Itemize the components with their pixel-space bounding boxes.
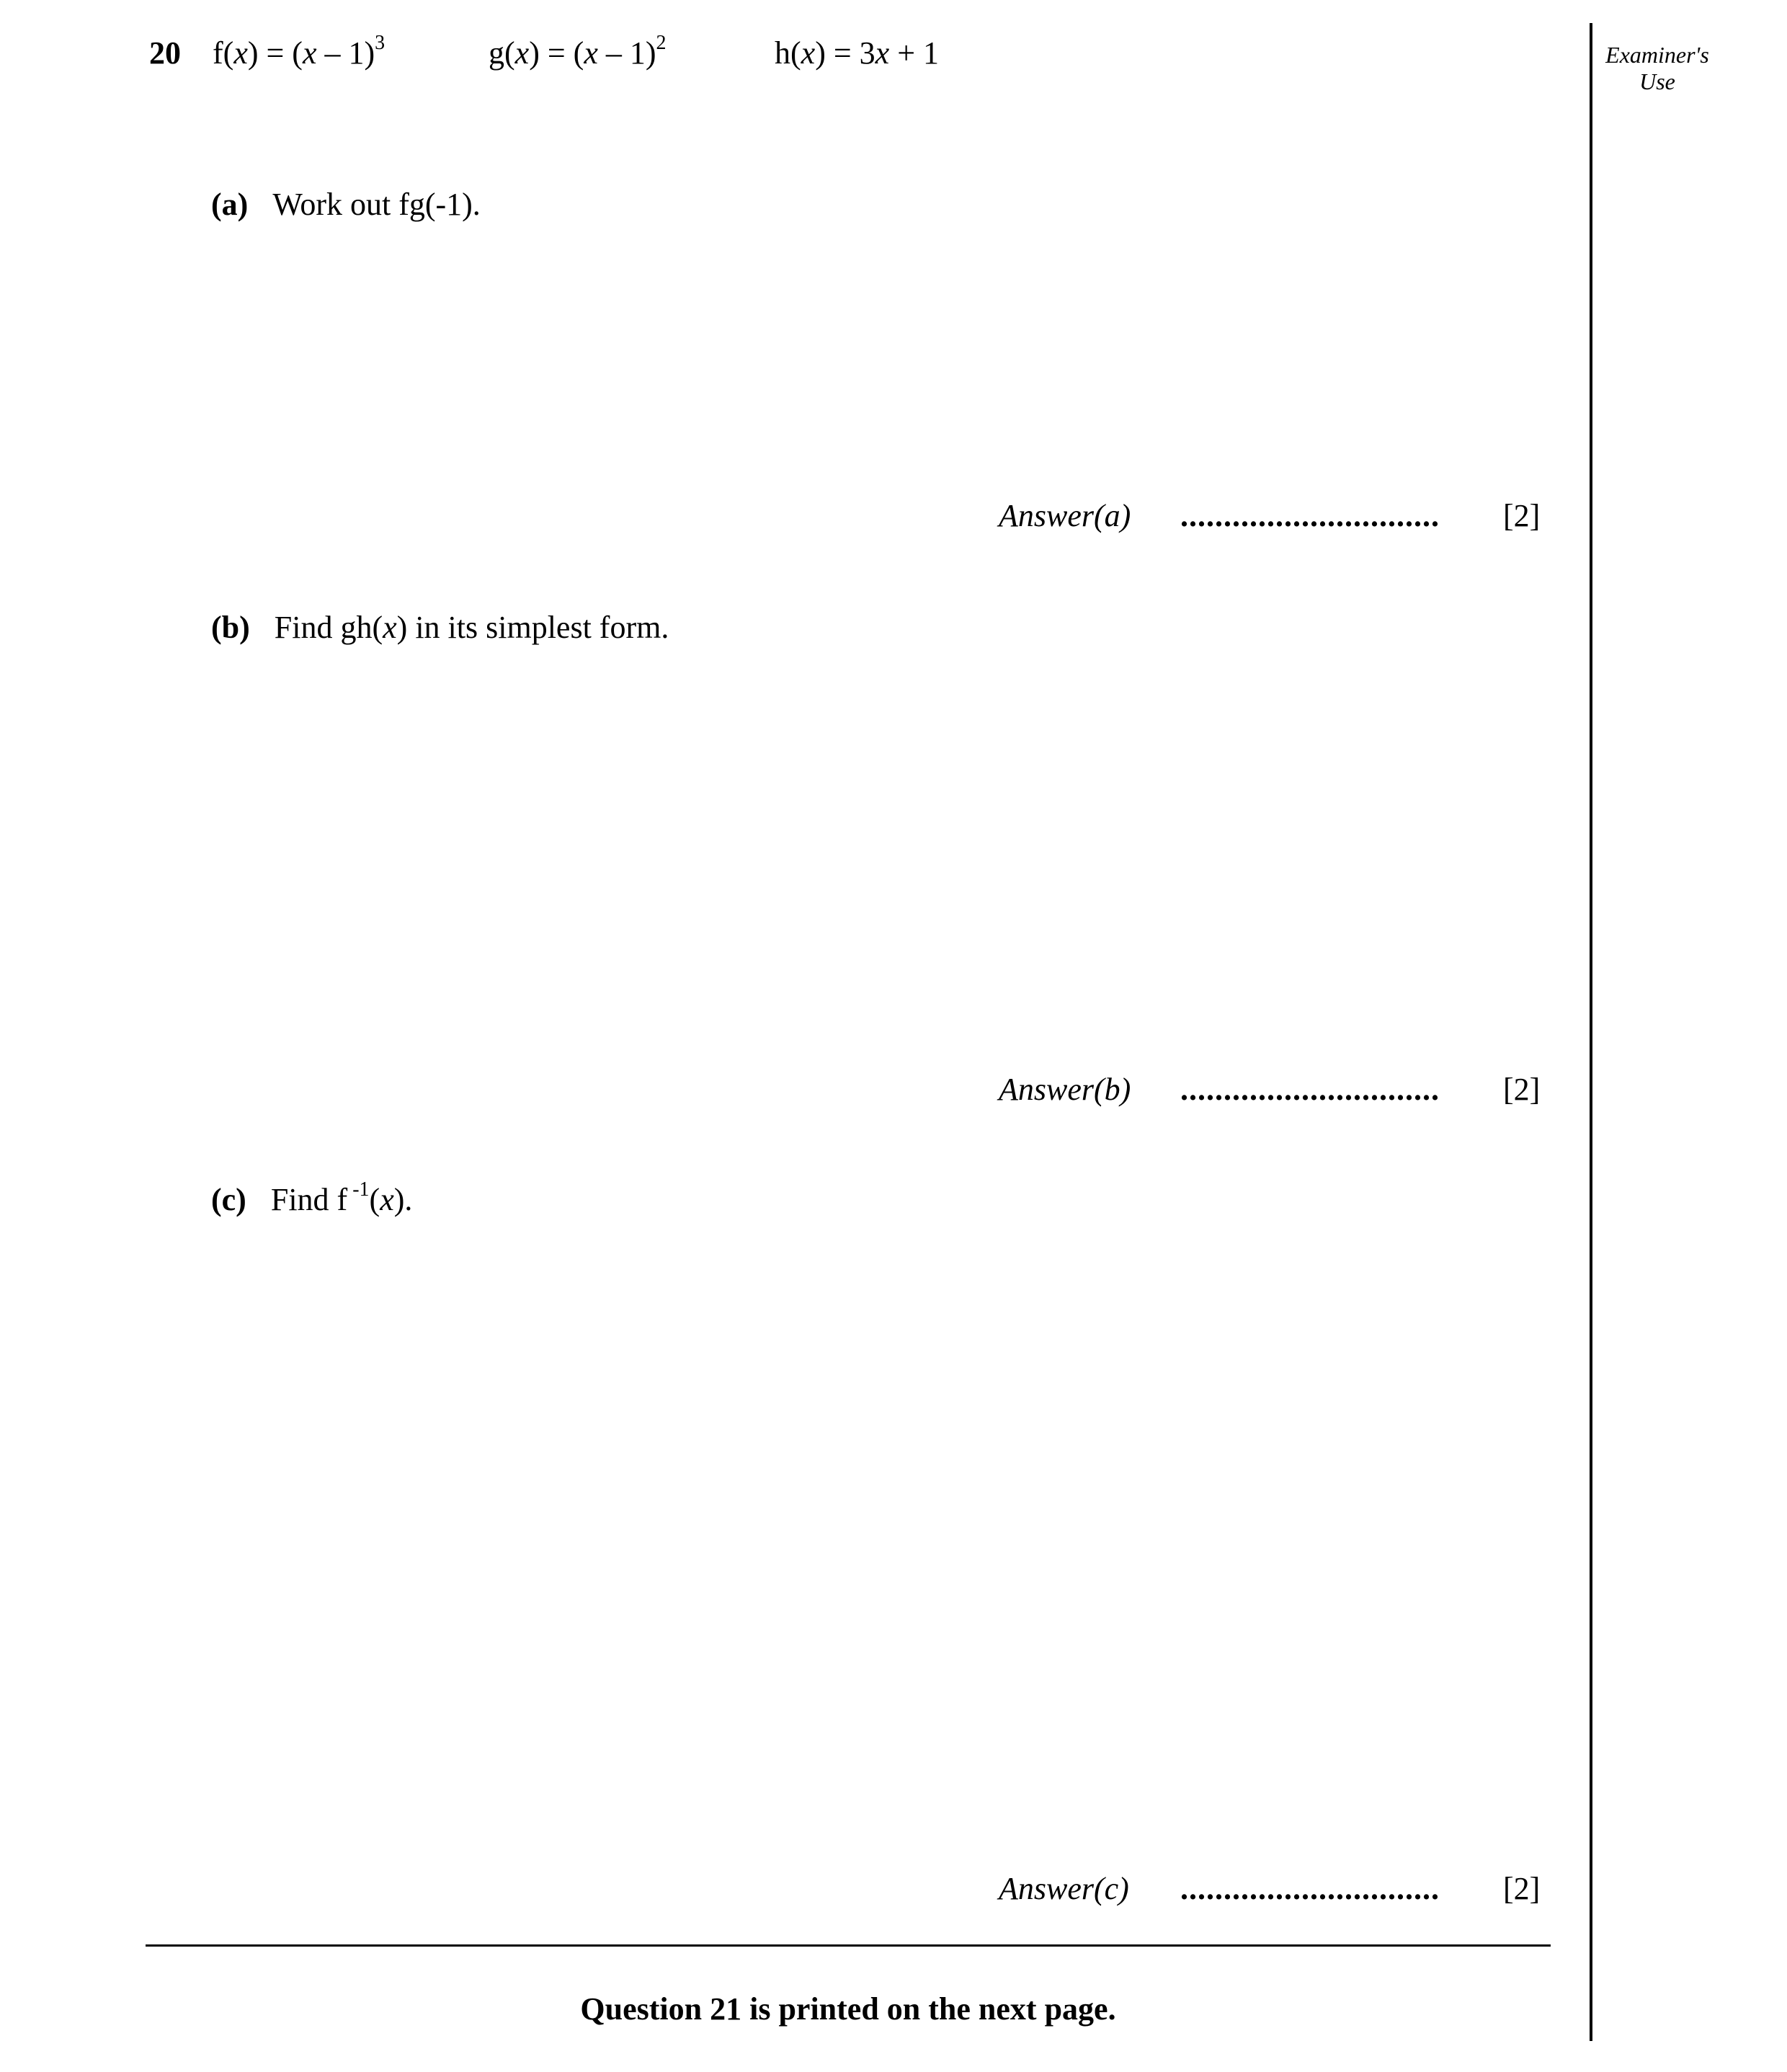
examiners-use-label-line2: Use [1639, 68, 1675, 94]
part-b-text: Find gh(x) in its simplest form. [274, 610, 669, 645]
part-b-prompt [211, 612, 669, 644]
function-f-definition: f(x) = (x – 1)$^3$ [213, 32, 386, 71]
answer-b-field[interactable]: .............................. [1180, 1072, 1440, 1107]
answer-a-row [999, 497, 1575, 541]
answer-a-field[interactable]: .............................. [1180, 498, 1440, 533]
answer-a-marks: [2] [1503, 498, 1541, 533]
answer-c-marks: [2] [1503, 1871, 1541, 1906]
part-c-text: Find f $^{-1}$(x). [270, 1178, 413, 1217]
part-b-label: (b) [211, 610, 250, 645]
next-page-note: Question 21 is printed on the next page. [580, 1991, 1116, 2027]
part-a-text: Work out fg(-1). [272, 187, 481, 222]
answer-c-row [999, 1870, 1575, 1913]
footer-divider [146, 1944, 1551, 1947]
answer-c-label: Answer(c) [999, 1871, 1129, 1906]
examiner-margin-line [1590, 23, 1592, 2041]
part-c-label: (c) [211, 1182, 246, 1217]
answer-b-marks: [2] [1503, 1072, 1541, 1107]
examiners-use-label-line1: Examiner's [1605, 42, 1709, 68]
question-number: 20 [149, 35, 181, 71]
part-a-label: (a) [211, 187, 249, 222]
function-g-definition: g(x) = (x – 1)$^2$ [489, 32, 667, 71]
function-h-definition: h(x) = 3x + 1 [775, 35, 940, 71]
answer-c-field[interactable]: .............................. [1180, 1871, 1440, 1906]
part-c-prompt [211, 1178, 413, 1217]
examiners-use-label [1592, 42, 1722, 95]
answer-b-row [999, 1071, 1575, 1114]
part-a-prompt [211, 189, 481, 221]
answer-b-label: Answer(b) [999, 1072, 1131, 1107]
answer-a-label: Answer(a) [999, 498, 1131, 533]
